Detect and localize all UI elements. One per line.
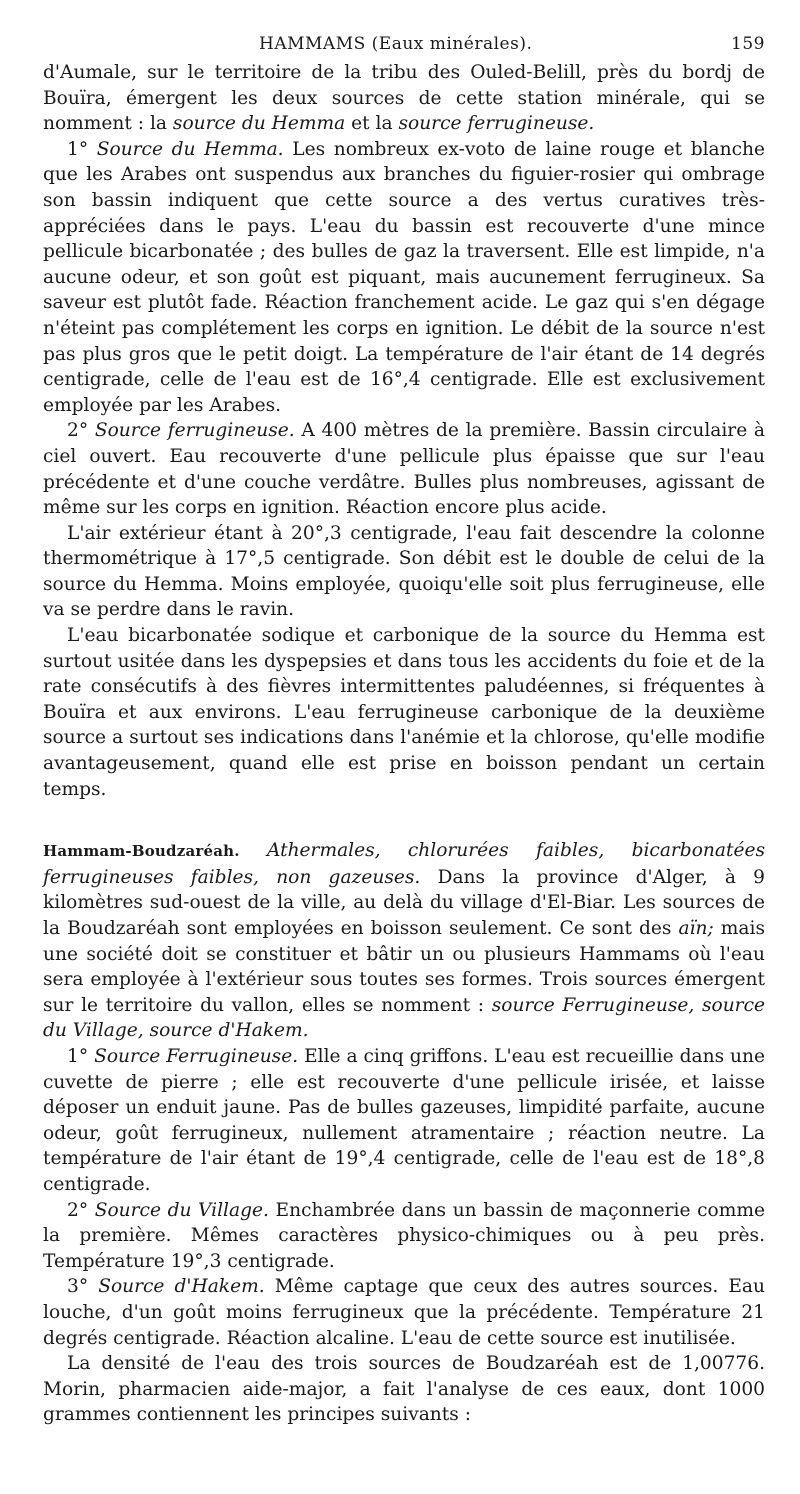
text-run	[240, 840, 267, 861]
paragraph	[43, 623, 765, 802]
italic-run: aïn;	[678, 918, 714, 939]
text-run: Dans la province d'Alger, à 9 kilomètres sud-ouest de la ville, au delà du village d'El-Biar. Les sources de la Boudzaréah sont employées en boisson seulement. Ce sont des	[43, 866, 765, 939]
italic-run: Source Ferrugineuse.	[94, 1045, 299, 1067]
italic-run: Source ferrugineuse.	[94, 420, 295, 442]
body-text	[43, 60, 765, 1428]
text-run: 1°	[67, 138, 97, 160]
paragraph	[43, 1274, 765, 1351]
running-head	[43, 30, 765, 60]
paragraph	[43, 1198, 765, 1275]
text-run: et la	[345, 113, 399, 135]
book-page	[43, 30, 765, 1428]
italic-run: source du Hemma	[172, 113, 346, 135]
page-number: 159	[731, 34, 765, 54]
section-heading: Hammam-Boudzaréah.	[43, 842, 240, 861]
text-run: L'eau bicarbonatée sodique et carbonique de la source du Hemma est surtout usitée dans les dyspepsies et dans tous les accidents du foie et de la rate consécutifs à des fièvres intermittentes paludéennes, si fréquentes à Bouïra et aux environs. L'eau ferrugineuse carbonique de la deuxième source a surtout ses indications dans l'anémie et la chlorose, qu'elle modifie avantageusement, quand elle est prise en boisson pendant un certain temps.	[43, 625, 765, 800]
text-run: Enchambrée dans un bassin de maçonnerie comme la première. Mêmes caractères physico-chimiques ou à peu près. Température 19°,3 centigrade.	[43, 1199, 765, 1272]
text-run: 1°	[67, 1045, 95, 1067]
text-run: 2°	[67, 420, 95, 442]
italic-run: Source du Village.	[94, 1199, 269, 1221]
text-run: d'Aumale, sur le territoire de la tribu des Ouled-Belill, près du bordj de Bouïra, émergent les deux sources de cette station minérale, qui se nomment : la	[43, 62, 765, 135]
paragraph	[43, 137, 765, 419]
italic-run: Source du Hemma.	[96, 138, 284, 160]
italic-run: source ferrugineuse.	[398, 113, 595, 135]
paragraph	[43, 418, 765, 520]
paragraph	[43, 838, 765, 1044]
paragraph	[43, 1044, 765, 1198]
section-gap	[43, 802, 765, 838]
running-title: HAMMAMS (Eaux minérales).	[259, 34, 533, 54]
text-run: Les nombreux ex-voto de laine rouge et blanche que les Arabes ont suspendus aux branches du figuier-rosier qui ombrage son bassin indiquent que cette source a des vertus curatives très-appréciées dans le pays. L'eau du bassin est recouverte d'une mince pellicule bicarbonatée ; des bulles de gaz la traversent. Elle est limpide, n'a aucune odeur, et son goût est piquant, mais aucunement ferrugineux. Sa saveur est plutôt fade. Réaction franchement acide. Le gaz qui s'en dégage n'éteint pas complétement les corps en ignition. Le débit de la source n'est pas plus gros que le petit doigt. La température de l'air étant de 14 degrés centigrade, celle de l'eau est de 16°,4 centigrade. Elle est exclusivement employée par les Arabes.	[43, 138, 765, 416]
italic-run: Athermales, chlorurées faibles, bicarbonatées ferrugineuses faibles, non gazeuses.	[43, 840, 765, 888]
text-run: mais une société doit se constituer et bâtir un ou plusieurs Hammams où l'eau sera employée à l'extérieur sous toutes ses formes. Trois sources émergent sur le territoire du vallon, elles se nomment :	[43, 918, 765, 1016]
paragraph	[43, 1351, 765, 1428]
text-run: Elle a cinq griffons. L'eau est recueillie dans une cuvette de pierre ; elle est recouverte d'une pellicule irisée, et laisse déposer un enduit jaune. Pas de bulles gazeuses, limpidité parfaite, aucune odeur, goût ferrugineux, nullement atramentaire ; réaction neutre. La température de l'air étant de 19°,4 centigrade, celle de l'eau est de 18°,8 centigrade.	[43, 1045, 766, 1195]
italic-run: Source d'Hakem.	[98, 1276, 265, 1298]
paragraph	[43, 521, 765, 623]
text-run: A 400 mètres de la première. Bassin circulaire à ciel ouvert. Eau recouverte d'une pellicule plus épaisse que sur l'eau précédente et d'une couche verdâtre. Bulles plus nombreuses, agissant de même sur les corps en ignition. Réaction encore plus acide.	[43, 420, 765, 519]
paragraph	[43, 60, 765, 137]
italic-run: source Ferrugineuse, source du Village, source d'Hakem.	[43, 994, 765, 1042]
text-run: 3°	[67, 1276, 99, 1298]
text-run: Même captage que ceux des autres sources. Eau louche, d'un goût moins ferrugineux que la précédente. Température 21 degrés centigrade. Réaction alcaline. L'eau de cette source est inutilisée.	[43, 1276, 765, 1349]
text-run: L'air extérieur étant à 20°,3 centigrade, l'eau fait descendre la colonne thermométrique à 17°,5 centigrade. Son débit est le double de celui de la source du Hemma. Moins employée, quoiqu'elle soit plus ferrugineuse, elle va se perdre dans le ravin.	[43, 522, 765, 621]
text-run: 2°	[67, 1199, 95, 1221]
text-run: La densité de l'eau des trois sources de Boudzaréah est de 1,00776. Morin, pharmacien aide-major, a fait l'analyse de ces eaux, dont 1000 grammes contiennent les principes suivants :	[43, 1353, 765, 1426]
